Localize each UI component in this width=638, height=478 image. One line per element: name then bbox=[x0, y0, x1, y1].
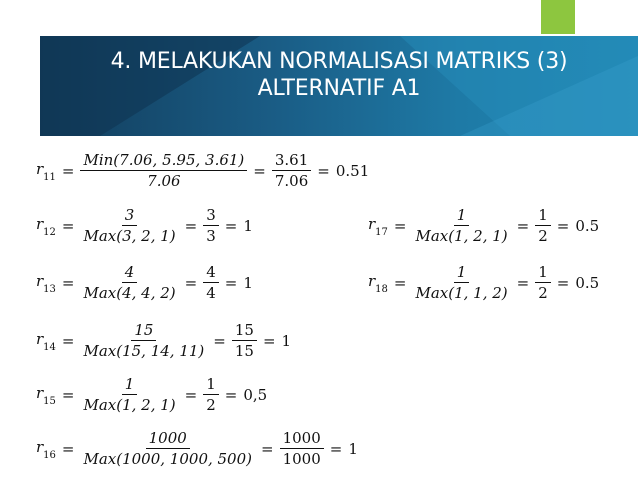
slide-title-line-1: 4. MELAKUKAN NORMALISASI MATRIKS (3) bbox=[110, 49, 568, 74]
equals-sign: = bbox=[516, 273, 530, 292]
fraction-evaluated bbox=[535, 205, 551, 246]
variable-symbol: r bbox=[368, 215, 376, 233]
equation-lhs bbox=[368, 215, 388, 236]
equation-r14 bbox=[36, 320, 291, 361]
fraction-formula bbox=[80, 374, 178, 415]
variable-subscript: 13 bbox=[43, 284, 56, 295]
fraction-denominator: Max(4, 4, 2) bbox=[83, 284, 176, 302]
fraction-denominator: 3 bbox=[206, 227, 216, 245]
fraction-numerator: 1 bbox=[454, 262, 470, 283]
fraction-numerator: 1 bbox=[535, 205, 551, 226]
equals-sign: = bbox=[213, 331, 226, 350]
variable-subscript: 11 bbox=[43, 172, 56, 183]
fraction-denominator: Max(1, 1, 2) bbox=[415, 284, 508, 302]
fraction-numerator: 1 bbox=[535, 262, 551, 283]
fraction-evaluated bbox=[203, 262, 219, 303]
equals-sign: = bbox=[253, 161, 266, 180]
equation-result: 1 bbox=[243, 273, 253, 292]
variable-subscript: 17 bbox=[375, 227, 388, 238]
fraction-denominator: 2 bbox=[538, 227, 548, 245]
equation-lhs bbox=[36, 384, 56, 405]
fraction-denominator: Max(1000, 1000, 500) bbox=[83, 450, 252, 468]
slide-title-line-2: ALTERNATIF A1 bbox=[257, 76, 421, 101]
equals-sign: = bbox=[184, 216, 198, 235]
variable-subscript: 15 bbox=[43, 396, 56, 407]
fraction-denominator: Max(3, 2, 1) bbox=[83, 227, 176, 245]
equation-r16 bbox=[36, 428, 358, 469]
equation-r12 bbox=[36, 205, 253, 246]
equals-sign: = bbox=[262, 331, 276, 350]
equals-sign: = bbox=[61, 216, 75, 235]
variable-symbol: r bbox=[36, 330, 44, 348]
fraction-denominator: Max(1, 2, 1) bbox=[83, 396, 176, 414]
fraction-numerator: 1000 bbox=[146, 428, 190, 449]
variable-symbol: r bbox=[36, 438, 44, 456]
equals-sign: = bbox=[556, 273, 570, 292]
equation-result: 1 bbox=[281, 331, 292, 350]
equals-sign: = bbox=[61, 331, 75, 350]
fraction-evaluated bbox=[203, 205, 219, 246]
equation-result: 0.51 bbox=[335, 161, 370, 180]
fraction-evaluated bbox=[203, 374, 219, 415]
fraction-numerator: 3 bbox=[122, 205, 138, 226]
fraction-numerator: 1 bbox=[454, 205, 470, 226]
equation-lhs bbox=[36, 330, 56, 351]
equals-sign: = bbox=[224, 385, 238, 404]
equation-lhs bbox=[36, 215, 56, 236]
equation-lhs bbox=[36, 438, 56, 459]
fraction-evaluated bbox=[272, 150, 311, 191]
fraction-numerator: Min(7.06, 5.95, 3.61) bbox=[80, 150, 247, 171]
fraction-numerator: 15 bbox=[131, 320, 156, 341]
equation-lhs bbox=[368, 272, 388, 293]
equals-sign: = bbox=[224, 273, 238, 292]
variable-symbol: r bbox=[368, 272, 376, 290]
equals-sign: = bbox=[184, 385, 198, 404]
equals-sign: = bbox=[393, 216, 407, 235]
fraction-formula bbox=[80, 150, 247, 191]
fraction-formula bbox=[412, 205, 510, 246]
accent-bar bbox=[541, 0, 575, 34]
fraction-formula bbox=[80, 205, 178, 246]
fraction-denominator: 7.06 bbox=[147, 172, 181, 190]
fraction-denominator: 1000 bbox=[282, 450, 321, 468]
fraction-numerator: 3.61 bbox=[272, 150, 311, 171]
variable-symbol: r bbox=[36, 160, 44, 178]
equation-result: 0.5 bbox=[575, 216, 600, 235]
equation-lhs bbox=[36, 160, 56, 181]
fraction-denominator: 15 bbox=[234, 342, 254, 360]
fraction-formula bbox=[80, 262, 178, 303]
fraction-formula bbox=[80, 428, 255, 469]
equals-sign: = bbox=[261, 439, 274, 458]
fraction-numerator: 1 bbox=[122, 374, 138, 395]
variable-subscript: 12 bbox=[43, 227, 56, 238]
equation-lhs bbox=[36, 272, 56, 293]
fraction-formula bbox=[412, 262, 510, 303]
fraction-denominator: 4 bbox=[206, 284, 216, 302]
fraction-denominator: 2 bbox=[206, 396, 216, 414]
equation-result: 1 bbox=[348, 439, 358, 458]
equation-result: 1 bbox=[243, 216, 253, 235]
variable-subscript: 18 bbox=[375, 284, 388, 295]
equals-sign: = bbox=[224, 216, 238, 235]
variable-symbol: r bbox=[36, 215, 44, 233]
equation-r17 bbox=[368, 205, 599, 246]
equation-r11 bbox=[36, 150, 369, 191]
fraction-numerator: 1000 bbox=[280, 428, 324, 449]
equals-sign: = bbox=[184, 273, 198, 292]
variable-symbol: r bbox=[36, 272, 44, 290]
fraction-denominator: 7.06 bbox=[274, 172, 309, 190]
fraction-denominator: 2 bbox=[538, 284, 548, 302]
fraction-numerator: 4 bbox=[122, 262, 138, 283]
equation-result: 0.5 bbox=[575, 273, 600, 292]
equation-r13 bbox=[36, 262, 253, 303]
variable-subscript: 16 bbox=[43, 450, 56, 461]
fraction-numerator: 3 bbox=[203, 205, 219, 226]
equals-sign: = bbox=[61, 439, 75, 458]
fraction-formula bbox=[80, 320, 207, 361]
title-banner bbox=[40, 36, 638, 136]
fraction-evaluated bbox=[535, 262, 551, 303]
equals-sign: = bbox=[556, 216, 570, 235]
variable-subscript: 14 bbox=[43, 342, 56, 353]
equation-r15 bbox=[36, 374, 267, 415]
equation-r18 bbox=[368, 262, 599, 303]
fraction-evaluated bbox=[232, 320, 257, 361]
variable-symbol: r bbox=[36, 384, 44, 402]
equals-sign: = bbox=[329, 439, 343, 458]
fraction-denominator: Max(15, 14, 11) bbox=[83, 342, 205, 360]
fraction-numerator: 1 bbox=[203, 374, 219, 395]
fraction-numerator: 15 bbox=[232, 320, 257, 341]
equals-sign: = bbox=[393, 273, 407, 292]
equals-sign: = bbox=[61, 273, 75, 292]
slide-title bbox=[40, 48, 638, 102]
equals-sign: = bbox=[61, 161, 75, 180]
fraction-evaluated bbox=[280, 428, 324, 469]
fraction-denominator: Max(1, 2, 1) bbox=[415, 227, 508, 245]
fraction-numerator: 4 bbox=[203, 262, 219, 283]
equals-sign: = bbox=[61, 385, 75, 404]
equals-sign: = bbox=[317, 161, 330, 180]
equals-sign: = bbox=[516, 216, 530, 235]
equation-result: 0,5 bbox=[243, 385, 268, 404]
